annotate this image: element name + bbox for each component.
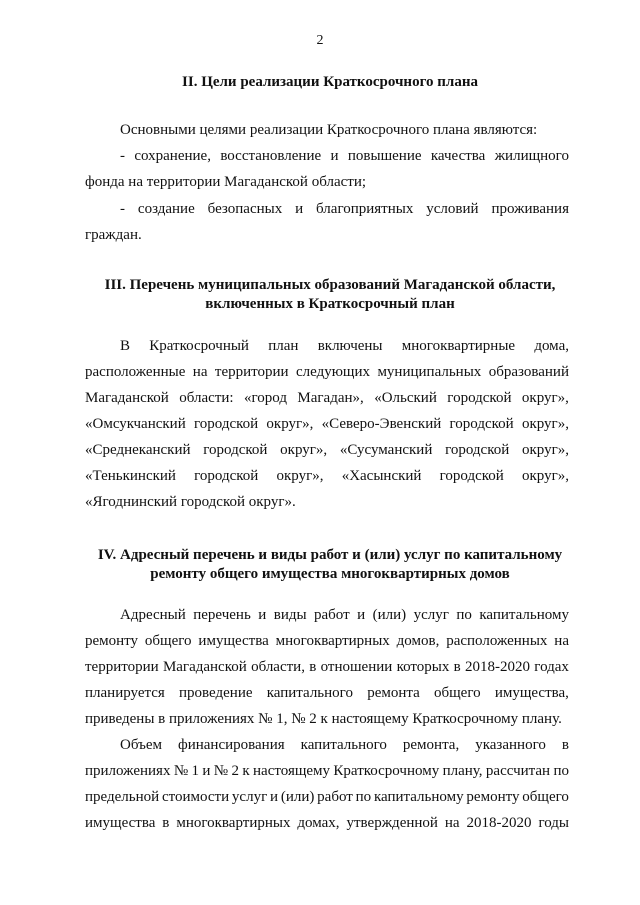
word: ремонту [85, 633, 139, 649]
word: работ [314, 607, 350, 623]
word: области, [251, 659, 305, 675]
word: расположенные [85, 364, 186, 380]
word: «Омсукчанский [85, 416, 186, 432]
word: области: [179, 390, 234, 406]
word: Магаданской [162, 659, 247, 675]
paragraph-line [85, 468, 569, 485]
word: - [120, 201, 125, 217]
word: восстановление [220, 148, 322, 164]
word: городской [439, 468, 504, 484]
heading-line: включенных в Краткосрочный план [205, 296, 455, 312]
paragraph-line: приведены в приложениях № 1, № 2 к настоящему Краткосрочному плану. [85, 711, 562, 727]
word: ремонта [367, 685, 420, 701]
paragraph-line: граждан. [85, 227, 142, 243]
word: ремонта, [402, 737, 460, 753]
word: В [120, 338, 131, 354]
word: в [561, 737, 569, 753]
word: округ», [266, 416, 314, 432]
word: капитальному [479, 607, 569, 623]
word: на [192, 364, 208, 380]
word: «Северо-Эвенский [321, 416, 442, 432]
word: (или) [372, 607, 407, 623]
word: рассчитан [485, 763, 551, 779]
word: условий [426, 201, 479, 217]
heading-line: III. Перечень муниципальных образований Магаданской области, [104, 277, 556, 293]
word: территории [85, 659, 159, 675]
heading-line: ремонту общего имущества многоквартирных домов [150, 566, 510, 582]
word: общего [144, 633, 192, 649]
word: домов, [396, 633, 440, 649]
word: услуг [413, 607, 449, 623]
word: многоквартирных [176, 815, 291, 831]
word: «город [244, 390, 287, 406]
word: № [173, 763, 189, 779]
word: которых [396, 659, 450, 675]
word: «Сусуманский [339, 442, 433, 458]
word: имущества, [494, 685, 569, 701]
paragraph-line [120, 607, 569, 624]
word: дома, [534, 338, 569, 354]
word: годы [538, 815, 569, 831]
word: Краткосрочный [149, 338, 249, 354]
word: городской [194, 468, 259, 484]
word: многоквартирных [275, 633, 390, 649]
word: 2018-2020 [466, 815, 532, 831]
paragraph-line: Основными целями реализации Краткосрочного плана являются: [120, 122, 538, 138]
word: виды [273, 607, 307, 623]
word: Магаданской [85, 390, 169, 406]
word: проведение [179, 685, 253, 701]
word: Магадан», [297, 390, 364, 406]
word: округ», [280, 442, 328, 458]
word: «Ольский [374, 390, 437, 406]
paragraph-line [85, 416, 569, 433]
word: территории [214, 364, 289, 380]
word: план [268, 338, 299, 354]
word: городской [193, 416, 259, 432]
paragraph-line [85, 815, 569, 832]
word: округ», [276, 468, 324, 484]
word: следующих [295, 364, 371, 380]
word: капитальному [373, 789, 464, 805]
word: ремонту [466, 789, 520, 805]
word: включены [317, 338, 383, 354]
word: Адресный [120, 607, 186, 623]
word: (или) [280, 789, 315, 805]
word: предельной [85, 789, 160, 805]
word: округ», [521, 390, 569, 406]
paragraph-line [120, 148, 569, 165]
word: - [120, 148, 125, 164]
word: финансирования [178, 737, 285, 753]
word: приложениях [85, 763, 171, 779]
word: работ [317, 789, 353, 805]
word: капитального [300, 737, 387, 753]
word: отношении [320, 659, 393, 675]
word: общего [433, 685, 481, 701]
word: стоимости [161, 789, 230, 805]
word: благоприятных [316, 201, 414, 217]
word: городской [203, 442, 268, 458]
word: домах, [297, 815, 340, 831]
word: городской [449, 416, 514, 432]
word: округ», [522, 442, 569, 458]
word: 2018-2020 [465, 659, 531, 675]
word: муниципальных [377, 364, 482, 380]
word: Краткосрочному [333, 763, 440, 779]
word: округ», [522, 468, 569, 484]
word: и [270, 789, 279, 805]
word: плану, [442, 763, 483, 779]
paragraph-line [85, 789, 569, 806]
word: «Тенькинский [85, 468, 176, 484]
paragraph-line [85, 659, 569, 676]
word: на [554, 633, 569, 649]
paragraph-line [85, 633, 569, 650]
word: расположенных [446, 633, 548, 649]
word: по [355, 789, 372, 805]
word: округ», [521, 416, 569, 432]
word: имущества [85, 815, 156, 831]
word: 1 [191, 763, 200, 779]
section-heading-address-list [80, 546, 580, 584]
paragraph-line [85, 364, 569, 381]
word: имущества [198, 633, 269, 649]
word: и [295, 201, 304, 217]
word: в [309, 659, 317, 675]
word: повышение [347, 148, 422, 164]
word: и [357, 607, 366, 623]
word: утвержденной [346, 815, 438, 831]
word: жилищного [494, 148, 569, 164]
word: на [444, 815, 460, 831]
paragraph-line [85, 442, 569, 459]
paragraph-line [85, 685, 569, 702]
word: 2 [231, 763, 239, 779]
word: создание [137, 201, 195, 217]
page-number: 2 [316, 33, 324, 48]
paragraph-line: фонда на территории Магаданской области; [85, 174, 367, 190]
word: городской [447, 390, 512, 406]
section-heading-municipalities [80, 276, 580, 314]
word: к [242, 763, 250, 779]
word: проживания [491, 201, 569, 217]
paragraph-line [120, 201, 569, 218]
paragraph-line [120, 338, 569, 355]
section-heading-goals: II. Цели реализации Краткосрочного плана [182, 74, 478, 90]
word: многоквартирные [401, 338, 516, 354]
word: № [213, 763, 229, 779]
word: и [202, 763, 211, 779]
word: сохранение, [134, 148, 211, 164]
word: и [330, 148, 339, 164]
word: «Среднеканский [85, 442, 191, 458]
word: Объем [120, 737, 162, 753]
heading-line: IV. Адресный перечень и виды работ и (или) услуг по капитальному [97, 547, 563, 563]
paragraph-line [120, 737, 569, 754]
word: по [553, 763, 569, 779]
word: в [453, 659, 461, 675]
word: «Хасынский [341, 468, 422, 484]
word: безопасных [207, 201, 283, 217]
word: в [162, 815, 170, 831]
word: и [258, 607, 267, 623]
word: капитального [266, 685, 353, 701]
word: городской [445, 442, 510, 458]
word: годах [534, 659, 569, 675]
word: указанного [475, 737, 546, 753]
word: услуг [231, 789, 268, 805]
paragraph-line [85, 763, 569, 780]
word: качества [430, 148, 486, 164]
paragraph-line [85, 390, 569, 407]
paragraph-line: «Ягоднинский городской округ». [85, 494, 296, 510]
word: по [456, 607, 472, 623]
word: настоящему [253, 763, 331, 779]
word: образований [488, 364, 569, 380]
word: перечень [193, 607, 251, 623]
word: общего [522, 789, 569, 805]
word: планируется [85, 685, 165, 701]
